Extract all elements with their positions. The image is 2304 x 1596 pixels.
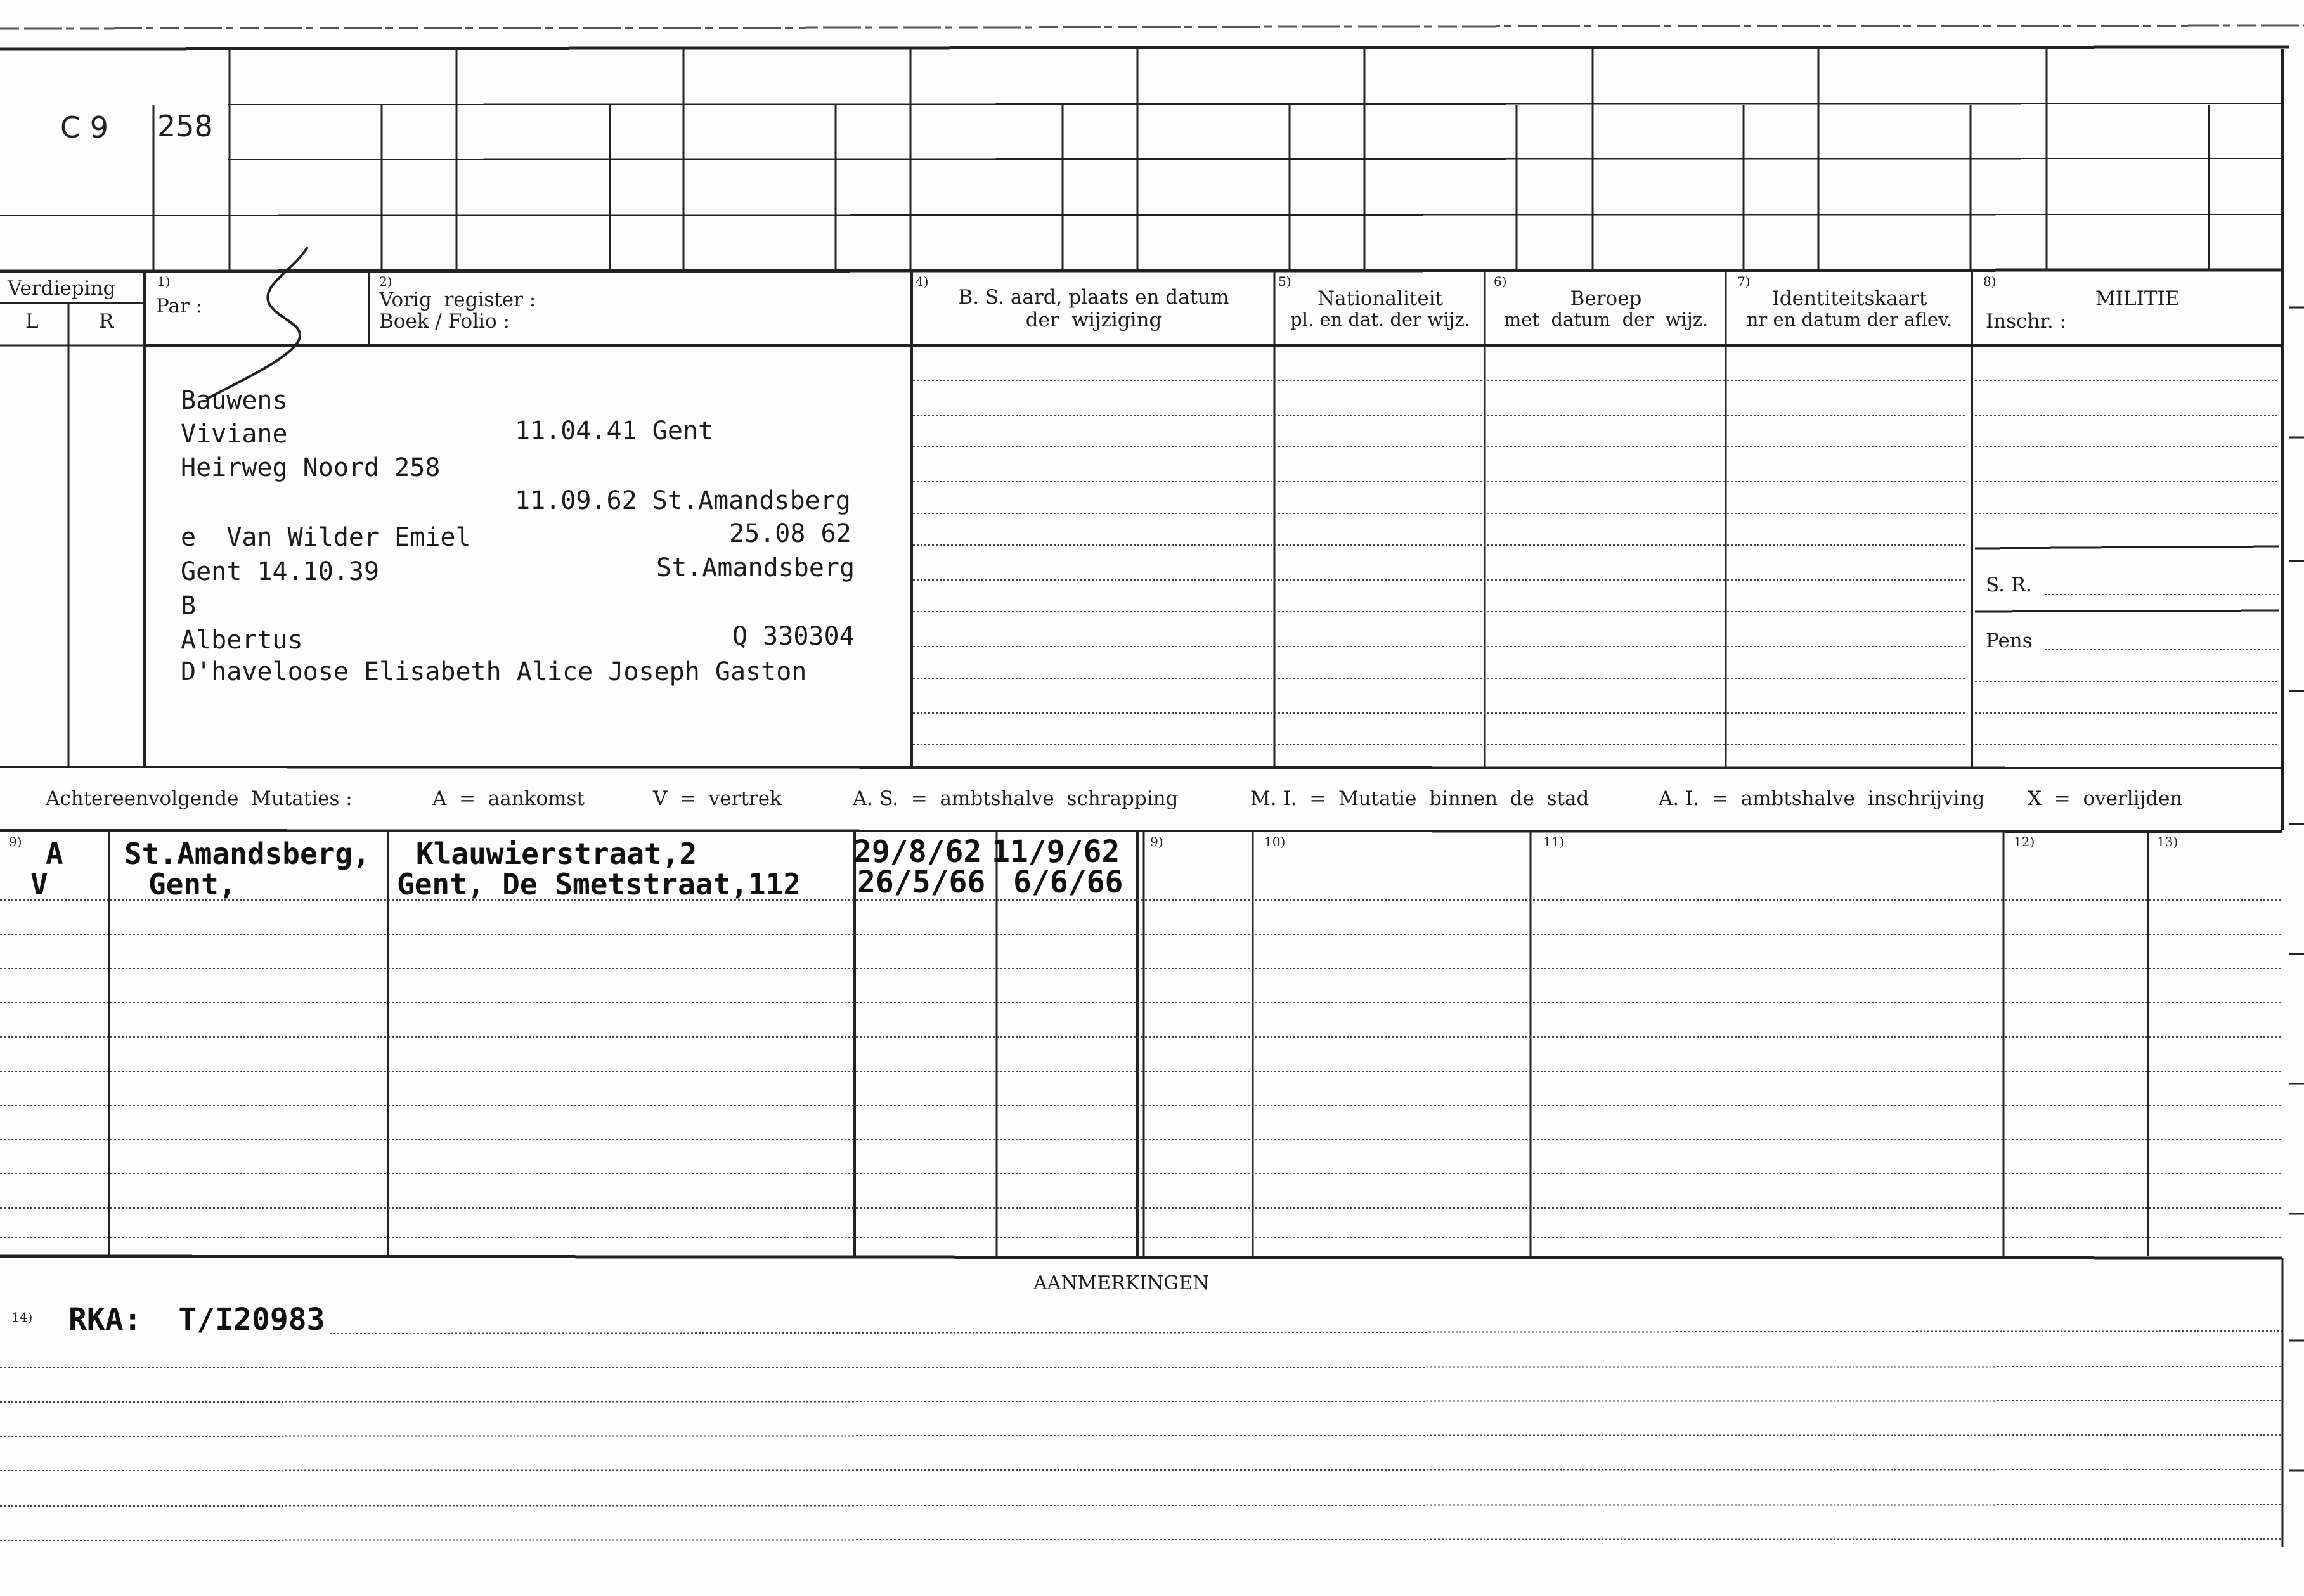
pens-label: Pens xyxy=(1986,629,2033,652)
field-number-8: 8) xyxy=(1983,274,1997,289)
previous-register-label: Vorig register : xyxy=(379,288,536,311)
surname: Bauwens xyxy=(181,386,288,415)
id-number: Q 330304 xyxy=(732,622,855,651)
column-number-9b: 9) xyxy=(1150,834,1163,849)
field-number-2: 2) xyxy=(379,274,392,289)
column-number-12: 12) xyxy=(2014,834,2035,849)
legend-departure: V = vertrek xyxy=(653,787,782,810)
third-name: Albertus xyxy=(181,626,303,655)
legend-official-removal: A. S. = ambtshalve schrapping xyxy=(853,787,1179,810)
registration-date-place: 11.09.62 St.Amandsberg xyxy=(515,486,851,515)
nationality-header: Nationaliteit xyxy=(1317,287,1444,310)
legend-official-registration: A. I. = ambtshalve inschrijving xyxy=(1659,787,1985,810)
profession-header: Beroep xyxy=(1570,287,1642,310)
mutation-date-1: 26/5/66 xyxy=(857,865,986,900)
field-number-4: 4) xyxy=(916,274,929,289)
field-number-5: 5) xyxy=(1278,274,1291,289)
mutation-place: Gent, xyxy=(148,867,236,901)
parents: D'haveloose Elisabeth Alice Joseph Gaston xyxy=(181,657,807,686)
marriage-place: St.Amandsberg xyxy=(656,553,855,582)
field-number-6: 6) xyxy=(1494,274,1507,289)
legend-death: X = overlijden xyxy=(2028,787,2183,810)
id-card-subheader: nr en datum der aflev. xyxy=(1746,309,1953,330)
inschr-label: Inschr. : xyxy=(1986,310,2067,333)
spouse-name: e Van Wilder Emiel xyxy=(181,523,471,552)
mutation-type: V xyxy=(30,867,48,901)
b-marker: B xyxy=(181,591,197,621)
mutation-address: Gent, De Smetstraat,112 xyxy=(397,867,801,901)
remarks-title: AANMERKINGEN xyxy=(1033,1272,1210,1294)
remarks-text: RKA: T/I20983 xyxy=(68,1302,325,1337)
legend-arrival: A = aankomst xyxy=(432,787,585,810)
civil-status-header: B. S. aard, plaats en datum xyxy=(958,286,1229,309)
mutation-date-2: 6/6/66 xyxy=(1013,865,1123,900)
verdieping-label: Verdieping xyxy=(8,277,116,300)
column-number-13: 13) xyxy=(2157,834,2178,849)
mutations-legend-title: Achtereenvolgende Mutaties : xyxy=(46,787,353,810)
mutation-date-1: 29/8/62 xyxy=(853,834,982,870)
book-folio-label: Boek / Folio : xyxy=(379,310,510,333)
id-card-header: Identiteitskaart xyxy=(1771,287,1927,310)
column-number-10: 10) xyxy=(1264,834,1286,849)
sr-label: S. R. xyxy=(1986,574,2033,596)
address: Heirweg Noord 258 xyxy=(181,453,441,482)
firstname: Viviane xyxy=(181,420,288,449)
floor-right-label: R xyxy=(99,310,114,333)
legend-internal-mutation: M. I. = Mutatie binnen de stad xyxy=(1250,787,1589,810)
spouse-birth: Gent 14.10.39 xyxy=(181,557,380,586)
birth-date-place: 11.04.41 Gent xyxy=(515,416,714,446)
column-number-9: 9) xyxy=(9,834,22,849)
civil-status-subheader: der wijziging xyxy=(1025,309,1162,331)
field-number-14: 14) xyxy=(11,1310,33,1325)
mutation-date-2: 11/9/62 xyxy=(992,834,1120,870)
column-number-11: 11) xyxy=(1543,834,1565,849)
nationality-subheader: pl. en dat. der wijz. xyxy=(1290,309,1470,330)
field-number-1: 1) xyxy=(157,274,171,289)
profession-subheader: met datum der wijz. xyxy=(1503,309,1709,330)
par-label: Par : xyxy=(156,295,203,318)
mutation-type: A xyxy=(46,837,63,871)
register-code: C 9 xyxy=(60,110,109,145)
militia-header: MILITIE xyxy=(2095,287,2180,310)
house-number: 258 xyxy=(157,109,213,143)
marriage-date: 25.08 62 xyxy=(729,519,851,548)
mutation-address: Klauwierstraat,2 xyxy=(416,837,697,871)
mutation-place: St.Amandsberg, xyxy=(124,837,370,871)
field-number-7: 7) xyxy=(1737,274,1751,289)
floor-left-label: L xyxy=(25,310,39,333)
